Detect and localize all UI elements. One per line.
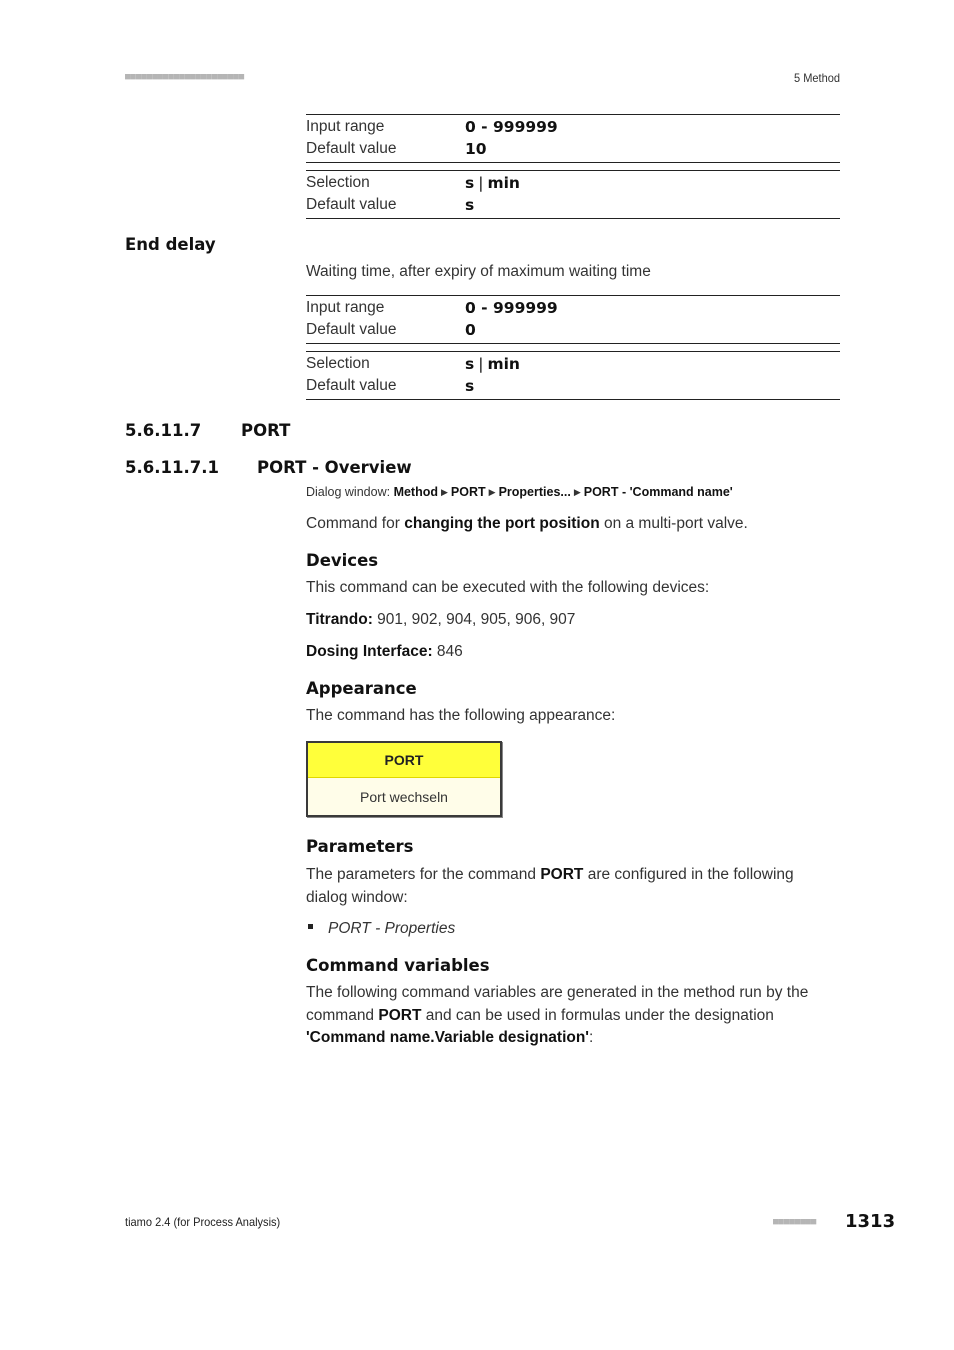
page-number: 1313	[845, 1211, 896, 1232]
device-label: Titrando:	[306, 611, 373, 628]
appearance-heading: Appearance	[306, 679, 417, 698]
param-table-input-range	[306, 114, 840, 163]
option-separator: |	[478, 355, 484, 373]
devices-heading: Devices	[306, 551, 379, 570]
command-variables-heading: Command variables	[306, 956, 490, 975]
para-emphasis: 'Command name.Variable designation'	[306, 1029, 589, 1046]
param-table-input-range	[306, 295, 840, 344]
end-delay-description: Waiting time, after expiry of maximum waiting time	[306, 263, 651, 280]
subsection-title: PORT - Overview	[257, 458, 412, 477]
option-separator: |	[478, 174, 484, 192]
option-value: s	[465, 174, 475, 192]
intro-text: Command for	[306, 515, 405, 532]
command-variables-paragraph	[306, 982, 846, 1050]
option-value: min	[487, 174, 520, 192]
dialog-path	[306, 485, 733, 499]
para-text: :	[589, 1029, 594, 1046]
row-label: Input range	[306, 299, 385, 316]
row-label: Default value	[306, 140, 397, 157]
command-box	[306, 741, 502, 817]
para-text: command	[306, 1006, 379, 1024]
section-number: 5.6.11.7	[125, 421, 202, 440]
row-value: 0 - 999999	[465, 299, 558, 317]
row-label: Default value	[306, 321, 397, 338]
device-models: 846	[432, 643, 463, 660]
row-label: Selection	[306, 174, 370, 191]
row-value: s	[465, 377, 475, 395]
para-emphasis: PORT	[378, 1006, 422, 1024]
row-value: s	[465, 196, 475, 214]
intro-emphasis: changing the port position	[404, 515, 600, 532]
row-value: 10	[465, 140, 487, 158]
command-box-subtitle: Port wechseln	[360, 788, 448, 805]
row-label: Selection	[306, 355, 370, 372]
header-decoration: ■■■■■■■■■■■■■■■■■■■■■■	[125, 72, 245, 82]
option-value: s	[465, 355, 475, 373]
para-text: The parameters for the command	[306, 866, 541, 883]
parameters-heading: Parameters	[306, 837, 414, 856]
subsection-number: 5.6.11.7.1	[125, 458, 219, 477]
device-models: 901, 902, 904, 905, 906, 907	[372, 611, 576, 628]
footer-product: tiamo 2.4 (for Process Analysis)	[125, 1215, 281, 1229]
param-table-selection	[306, 351, 840, 400]
chapter-label: 5 Method	[793, 71, 840, 85]
para-text: The following command variables are generated in the method run by the	[306, 984, 809, 1001]
intro-text: on a multi-port valve.	[599, 515, 748, 532]
arrow-right-icon: ▶	[488, 487, 496, 497]
dialog-path-item: PORT - 'Command name'	[583, 485, 733, 499]
arrow-right-icon: ▶	[441, 487, 448, 497]
devices-dosing-interface	[306, 641, 463, 664]
para-text: dialog window:	[306, 888, 408, 906]
dialog-path-item: PORT	[450, 485, 486, 499]
properties-dialog-link[interactable]: PORT - Properties	[328, 920, 456, 937]
row-value: 0	[465, 321, 476, 339]
row-label: Default value	[306, 377, 397, 394]
row-label: Default value	[306, 196, 397, 213]
bullet-square-icon	[308, 924, 313, 929]
devices-titrando	[306, 609, 575, 632]
row-value: 0 - 999999	[465, 118, 558, 136]
param-table-selection	[306, 170, 840, 219]
para-text: are configured in the following	[583, 866, 794, 883]
appearance-text: The command has the following appearance:	[306, 707, 616, 724]
row-label: Input range	[306, 118, 385, 135]
devices-text: This command can be executed with the following devices:	[306, 579, 710, 596]
option-value: min	[487, 355, 520, 373]
arrow-right-icon: ▶	[573, 487, 581, 497]
device-label: Dosing Interface:	[306, 643, 433, 660]
dialog-path-item: Method	[393, 485, 438, 499]
intro-paragraph	[306, 513, 748, 536]
para-text: and can be used in formulas under the designation	[421, 1006, 774, 1024]
footer-decoration: ■■■■■■■■	[773, 1217, 817, 1227]
end-delay-heading: End delay	[125, 235, 216, 254]
dialog-path-item: Properties...	[498, 485, 571, 499]
command-box-title: PORT	[308, 743, 500, 778]
dialog-path-prefix: Dialog window:	[306, 485, 391, 499]
section-title: PORT	[241, 421, 291, 440]
para-emphasis: PORT	[540, 866, 584, 883]
parameters-paragraph	[306, 864, 846, 909]
